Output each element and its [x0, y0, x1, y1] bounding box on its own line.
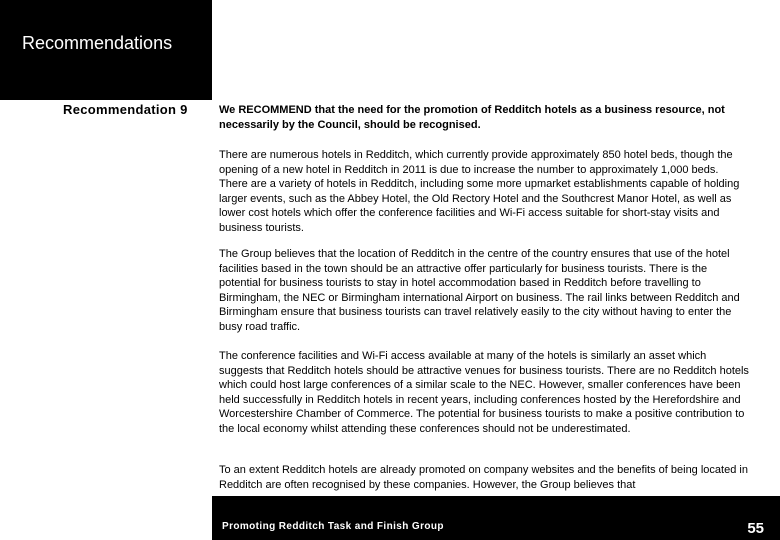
page-number: 55: [747, 520, 764, 537]
paragraph-4: To an extent Redditch hotels are already promoted on company websites and the benefits of being located in Redditch are often recognised by these companies. However, the Group believes that: [219, 464, 748, 491]
paragraph-1: There are numerous hotels in Redditch, which currently provide approximately 850 hotel beds, though the opening of a new hotel in Redditch in 2011 is due to increase the number to approximately 1,000 beds. There are a variety of hotels in Redditch, including some more upmarket establishments capable of holding larger events, such as the Abbey Hotel, the Old Rectory Hotel and the Southcrest Manor Hotel, as well as lower cost hotels which offer the conference facilities and Wi-Fi access suitable for short-stay visits and business tourists.: [219, 149, 740, 234]
page-title: Recommendations: [22, 33, 173, 53]
header-box: [0, 0, 212, 100]
paragraph-2: The Group believes that the location of Redditch in the centre of the country ensures that use of the hotel facilities based in the town should be an attractive offer particularly for business tourists. There is the potential for business tourists to stay in hotel accommodation based in Redditch before travelling to Birmingham, the NEC or Birmingham international Airport on business. The rail links between Redditch and Birmingham ensure that business tourists can travel relatively easily to the city without having to enter the busy road traffic.: [219, 248, 740, 333]
recommendation-text: We RECOMMEND that the need for the promotion of Redditch hotels as a business resource, not necessarily by the Council, should be recognised.: [219, 104, 725, 131]
recommendation-label: Recommendation 9: [63, 102, 188, 117]
paragraph-3: The conference facilities and Wi-Fi access available at many of the hotels is similarly an asset which suggests that Redditch hotels should be attractive venues for business tourists. There are no Redditch hotels which could host large conferences of a similar scale to the NEC. However, smaller conferences have been held successfully in Redditch hotels in recent years, including conferences hosted by the Herefordshire and Worcestershire Chamber of Commerce. The potential for business tourists to make a positive contribution to the local economy whilst attending these conferences should not be underestimated.: [219, 350, 749, 435]
footer-bar: [212, 496, 780, 540]
footer-title: Promoting Redditch Task and Finish Group: [222, 521, 444, 532]
